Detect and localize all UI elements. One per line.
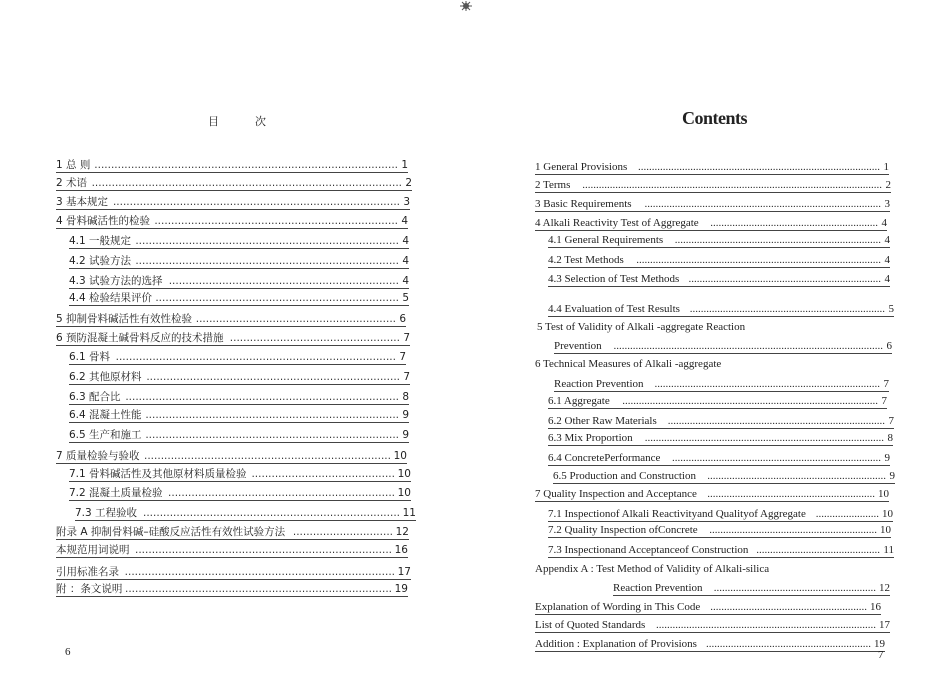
toc-entry-page: 4 — [884, 234, 890, 246]
toc-leader-dots: .................................................................... — [168, 487, 395, 499]
toc-entry-label: 6.2 其他原材料 — [69, 371, 142, 383]
toc-entry-label: 4.4 检验结果评价 — [69, 292, 153, 304]
toc-leader-dots: ............................................................................................. — [91, 177, 402, 189]
toc-entry-label: 7.1 Inspectionof Alkali Reactivityand Qualityof Aggregate — [548, 508, 806, 520]
toc-entry[interactable] — [535, 197, 890, 212]
toc-entry[interactable] — [548, 302, 894, 317]
toc-entry-label: 6.1 Aggregate — [548, 395, 610, 407]
toc-entry-label: 2 Terms — [535, 179, 571, 191]
toc-leader-dots: ............................................................. — [707, 488, 875, 500]
toc-entry[interactable] — [535, 487, 889, 502]
toc-entry-page: 12 — [395, 526, 409, 538]
page-number: 6 — [65, 646, 71, 658]
toc-entry-page: 3 — [884, 198, 890, 210]
toc-entry-label: Reaction Prevention — [613, 582, 703, 594]
toc-entry[interactable] — [69, 254, 409, 269]
toc-entry-label: 4.3 Selection of Test Methods — [548, 273, 680, 285]
toc-leader-dots: ............................................................................... — [135, 235, 399, 247]
toc-entry-page: 7 — [881, 395, 887, 407]
toc-entry-label: 本规范用词说明 — [56, 544, 130, 556]
toc-entry-label: 6.5 Production and Construction — [553, 470, 696, 482]
toc-entry-page: 10 — [397, 468, 411, 480]
toc-entry[interactable] — [69, 370, 410, 385]
toc-leader-dots: ...................................................................................... — [644, 198, 881, 210]
toc-entry-label: Addition : Explanation of Provisions — [535, 638, 697, 650]
toc-entry[interactable] — [548, 451, 890, 466]
toc-leader-dots: ............................................................. — [710, 217, 878, 229]
toc-entry-label: 4 骨料碱活性的检验 — [56, 215, 151, 227]
toc-entry[interactable] — [56, 312, 406, 327]
toc-entry[interactable] — [535, 562, 769, 576]
toc-entry[interactable] — [69, 291, 409, 306]
toc-leader-dots: ............................................................................. — [135, 544, 392, 556]
toc-leader-dots: .......................................................................... — [144, 450, 391, 462]
toc-entry-label: 6.3 配合比 — [69, 391, 121, 403]
toc-entry-page: 19 — [874, 638, 885, 650]
toc-entry[interactable] — [535, 178, 891, 193]
toc-entry[interactable] — [56, 158, 408, 173]
toc-entry[interactable] — [69, 274, 409, 289]
toc-entry-label: 1 General Provisions — [535, 161, 628, 173]
toc-leader-dots: ......................................................................................... — [636, 254, 881, 266]
toc-entry-label: 附录 A 抑制骨料碱–硅酸反应活性有效性试验方法 — [56, 526, 286, 538]
toc-leader-dots: ........................................... — [251, 468, 395, 480]
toc-entry[interactable] — [537, 320, 745, 334]
toc-entry-label: 7.3 工程验收 — [75, 507, 138, 519]
toc-leader-dots: .................................................................................................. — [613, 340, 883, 352]
toc-entry-label: 7 质量检验与验收 — [56, 450, 140, 462]
toc-leader-dots: ................................................................. — [707, 470, 886, 482]
toc-entry-page: 4 — [881, 217, 887, 229]
toc-entry-page: 12 — [879, 582, 890, 594]
toc-entry-label: 6.1 骨料 — [69, 351, 111, 363]
toc-entry-label: 4.1 一般规定 — [69, 235, 132, 247]
toc-entry-page: 16 — [394, 544, 408, 556]
toc-leader-dots: ................................................................................ — [124, 583, 392, 595]
toc-entry-page: 7 — [888, 415, 894, 427]
toc-entry-label: List of Quoted Standards — [535, 619, 646, 631]
toc-leader-dots: .................................................................................... — [115, 351, 396, 363]
toc-entry-label: 7.1 骨料碱活性及其他原材料质量检验 — [69, 468, 247, 480]
toc-entry-page: 9 — [889, 470, 895, 482]
toc-entry-page: 11 — [883, 544, 894, 556]
toc-entry-label: 6.3 Mix Proportion — [548, 432, 633, 444]
page-number: 7 — [878, 649, 884, 661]
toc-entry-label: 6.5 生产和施工 — [69, 429, 142, 441]
toc-entry[interactable] — [535, 618, 890, 633]
toc-entry-page: 4 — [402, 275, 409, 287]
toc-leader-dots: ........................................................... — [713, 582, 876, 594]
toc-entry-page: 7 — [403, 371, 410, 383]
toc-entry-label: 4.4 Evaluation of Test Results — [548, 303, 680, 315]
toc-entry[interactable] — [548, 523, 891, 538]
toc-leader-dots: ........................................................................... — [674, 234, 881, 246]
toc-entry[interactable] — [535, 216, 887, 231]
toc-entry-label: 4.2 Test Methods — [548, 254, 624, 266]
toc-entry[interactable] — [69, 486, 411, 501]
toc-entry-label: 3 Basic Requirements — [535, 198, 632, 210]
toc-entry-page: 10 — [878, 488, 889, 500]
toc-entry-page: 10 — [882, 508, 893, 520]
toc-leader-dots: ................................................................................. — [124, 566, 395, 578]
toc-leader-dots: ............................................................................................. — [622, 395, 878, 407]
toc-entry[interactable] — [69, 428, 409, 443]
toc-leader-dots: ............................................................................ — [145, 409, 399, 421]
toc-entry-label: 2 术语 — [56, 177, 88, 189]
toc-entry-label: 7.2 Quality Inspection ofConcrete — [548, 524, 698, 536]
toc-leader-dots: ........................................................................................ — [638, 161, 880, 173]
toc-entry[interactable] — [535, 637, 885, 652]
toc-entry-page: 9 — [402, 409, 409, 421]
toc-entry-page: 5 — [888, 303, 894, 315]
toc-entry-page: 6 — [399, 313, 406, 325]
toc-entry-page: 1 — [883, 161, 889, 173]
toc-leader-dots: ............................................................................ — [145, 429, 399, 441]
toc-entry[interactable] — [548, 233, 890, 248]
toc-entry-page: 17 — [397, 566, 411, 578]
toc-entry[interactable] — [553, 469, 895, 484]
toc-entry-page: 4 — [401, 215, 408, 227]
toc-entry[interactable] — [535, 600, 881, 615]
toc-entry-label: 6.4 混凝土性能 — [69, 409, 142, 421]
toc-entry[interactable] — [75, 506, 416, 521]
toc-entry-label: 5 抑制骨料碱活性有效性检验 — [56, 313, 193, 325]
toc-entry[interactable] — [56, 543, 408, 558]
page-title-english: Contents — [682, 108, 748, 128]
toc-entry[interactable] — [56, 176, 412, 191]
toc-leader-dots: ...................................................................................... — [112, 196, 400, 208]
toc-entry-page: 7 — [883, 378, 889, 390]
toc-entry-page: 7 — [399, 351, 406, 363]
toc-leader-dots: ............................................................................... — [667, 415, 885, 427]
toc-entry-page: 7 — [403, 332, 410, 344]
toc-entry[interactable] — [56, 525, 409, 540]
toc-leader-dots: ...................................................................... — [688, 273, 881, 285]
toc-entry-label: 7 Quality Inspection and Acceptance — [535, 488, 697, 500]
toc-entry-page: 10 — [880, 524, 891, 536]
toc-leader-dots: ............................................................................................................. — [582, 179, 882, 191]
toc-leader-dots: ....................... — [815, 508, 879, 520]
toc-entry[interactable] — [548, 431, 893, 446]
toc-entry-page: 4 — [884, 273, 890, 285]
toc-entry-page: 8 — [887, 432, 893, 444]
toc-entry-label: 7.3 Inspectionand Acceptanceof Construction — [548, 544, 749, 556]
toc-entry-page: 9 — [402, 429, 409, 441]
toc-entry[interactable] — [56, 449, 407, 464]
title-char-1: 目 — [208, 115, 219, 128]
toc-leader-dots: ............................................................ — [195, 313, 396, 325]
toc-entry-page: 3 — [403, 196, 410, 208]
toc-entry-label: 4 Alkali Reactivity Test of Aggregate — [535, 217, 699, 229]
toc-leader-dots: ............................................................................... — [135, 255, 399, 267]
toc-entry-label: 附 ：条文说明 — [56, 583, 123, 595]
toc-leader-dots: ....................................................................................... — [644, 432, 884, 444]
toc-entry-label: 6.2 Other Raw Materials — [548, 415, 657, 427]
toc-entry[interactable] — [548, 414, 894, 429]
toc-entry-page: 10 — [397, 487, 411, 499]
toc-entry[interactable] — [69, 390, 409, 405]
title-char-2: 次 — [255, 115, 266, 128]
toc-entry-page: 4 — [884, 254, 890, 266]
toc-leader-dots: ........................................................................................... — [94, 159, 398, 171]
toc-entry-page: 2 — [405, 177, 412, 189]
toc-entry-page: 10 — [393, 450, 407, 462]
toc-entry-label: 6.4 ConcretePerformance — [548, 452, 661, 464]
toc-entry[interactable] — [535, 160, 889, 175]
toc-entry[interactable] — [56, 195, 410, 210]
right-page — [475, 0, 950, 696]
toc-entry-page: 11 — [402, 507, 416, 519]
toc-entry[interactable] — [69, 234, 409, 249]
page-title — [208, 113, 266, 129]
toc-entry[interactable] — [548, 272, 890, 287]
toc-entry[interactable] — [56, 565, 411, 580]
toc-entry-page: 16 — [870, 601, 881, 613]
toc-entry[interactable] — [554, 339, 892, 354]
toc-leader-dots: ......................................................... — [710, 601, 867, 613]
toc-entry-page: 17 — [879, 619, 890, 631]
toc-entry-page: 2 — [885, 179, 891, 191]
toc-entry[interactable] — [69, 408, 409, 423]
toc-entry[interactable] — [56, 582, 408, 597]
toc-entry[interactable] — [69, 467, 411, 482]
toc-entry-label: 4.1 General Requirements — [548, 234, 664, 246]
toc-entry-page: 1 — [401, 159, 408, 171]
toc-leader-dots: ..................................................................... — [168, 275, 399, 287]
toc-entry[interactable] — [548, 507, 893, 522]
toc-entry-label: 1 总 则 — [56, 159, 91, 171]
toc-entry-page: 9 — [884, 452, 890, 464]
toc-leader-dots: ............................................................................ — [672, 452, 881, 464]
toc-entry-page: 8 — [402, 391, 409, 403]
toc-entry-label: Prevention — [554, 340, 602, 352]
toc-entry-label: 6 Technical Measures of Alkali -aggregate — [535, 358, 722, 370]
toc-entry-page: 19 — [394, 583, 408, 595]
toc-entry-label: 6 预防混凝土碱骨料反应的技术措施 — [56, 332, 224, 344]
toc-entry[interactable] — [554, 377, 889, 392]
toc-entry[interactable] — [548, 394, 887, 409]
toc-entry-label: 4.3 试验方法的选择 — [69, 275, 163, 287]
toc-entry-page: 6 — [886, 340, 892, 352]
toc-leader-dots: ................................................................................ — [656, 619, 876, 631]
toc-entry-label: 3 基本规定 — [56, 196, 109, 208]
toc-entry[interactable] — [548, 543, 894, 558]
toc-entry[interactable] — [56, 214, 408, 229]
toc-entry-page: 5 — [402, 292, 409, 304]
toc-leader-dots: ......................................................................... — [155, 292, 399, 304]
toc-leader-dots: ............................................................................. — [143, 507, 400, 519]
toc-entry[interactable] — [613, 581, 890, 596]
toc-entry-page: 4 — [402, 255, 409, 267]
toc-leader-dots: ............................................................. — [709, 524, 877, 536]
toc-leader-dots: .................................................................................. — [125, 391, 399, 403]
toc-entry-label: 4.2 试验方法 — [69, 255, 132, 267]
toc-leader-dots: ............................................. — [756, 544, 880, 556]
toc-leader-dots: ............................................................ — [706, 638, 871, 650]
toc-leader-dots: ......................................................................... — [154, 215, 398, 227]
toc-entry-label: 引用标准名录 — [56, 566, 119, 578]
toc-entry[interactable] — [69, 350, 406, 365]
toc-entry-page: 4 — [402, 235, 409, 247]
toc-leader-dots: ....................................................................... — [689, 303, 885, 315]
toc-entry-label: 7.2 混凝土质量检验 — [69, 487, 163, 499]
toc-entry-label: Reaction Prevention — [554, 378, 644, 390]
toc-entry-label: Explanation of Wording in This Code — [535, 601, 701, 613]
toc-entry[interactable] — [535, 357, 721, 371]
toc-leader-dots: ............................................................................ — [146, 371, 400, 383]
toc-leader-dots: .............................. — [292, 526, 393, 538]
toc-leader-dots: .................................................................................. — [654, 378, 880, 390]
toc-leader-dots: ................................................... — [229, 332, 400, 344]
toc-entry[interactable] — [548, 253, 890, 268]
toc-entry-label: Appendix A : Test Method of Validity of Alkali-silica — [535, 563, 770, 575]
toc-entry-label: 5 Test of Validity of Alkali -aggregate Reaction — [537, 321, 746, 333]
toc-entry[interactable] — [56, 331, 410, 346]
